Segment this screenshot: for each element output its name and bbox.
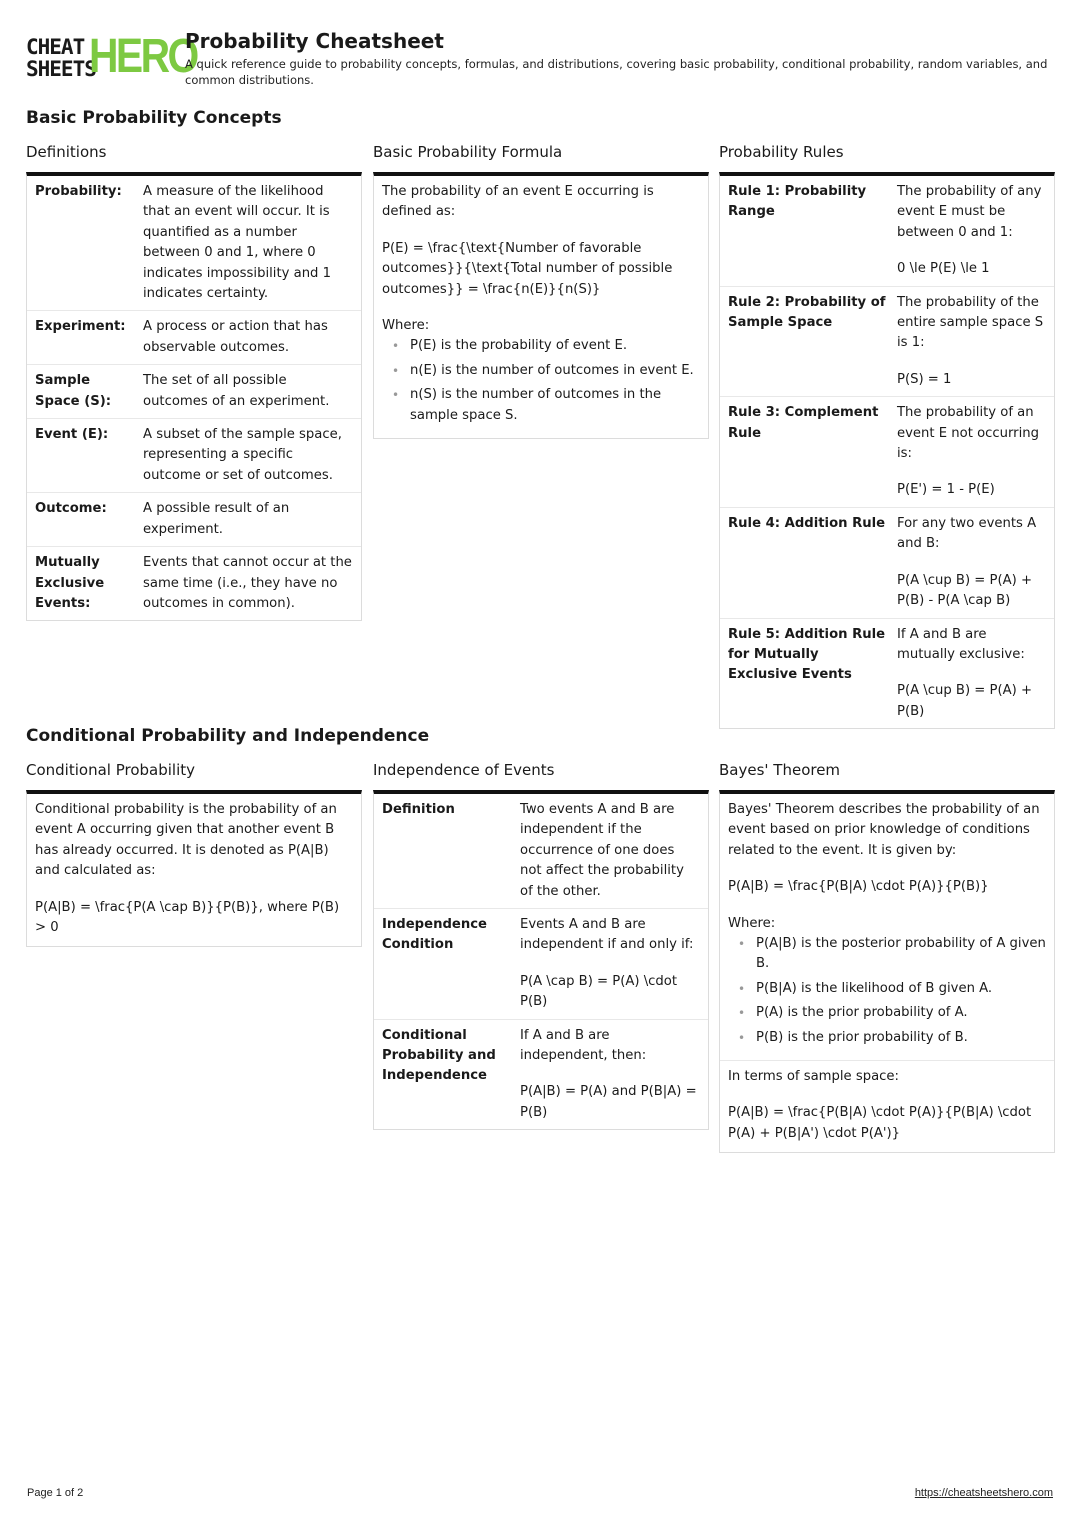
independence-formula: P(A|B) = P(A) and P(B|A) = P(B): [520, 1084, 697, 1120]
column-title-independence: Independence of Events: [373, 761, 555, 779]
independence-text: Events A and B are independent if and only if:: [520, 917, 694, 953]
column-title-bayes: Bayes' Theorem: [719, 761, 841, 779]
independence-row: [374, 1020, 708, 1130]
rule-name: Rule 3: Complement Rule: [728, 405, 879, 441]
page-header: [26, 28, 1056, 90]
independence-row: [374, 909, 708, 1020]
bayes-where: Where:: [728, 915, 776, 931]
formula-where: Where:: [382, 318, 430, 334]
rule-text: For any two events A and B:: [897, 515, 1037, 552]
conditional-text: Conditional probability is the probability of an event A occurring given that another event B has already occurred. It is denoted as P(A|B) and calculated as:: [35, 802, 337, 879]
definition-text: A process or action that has observable outcomes.: [143, 319, 328, 355]
rule-formula: P(A \cup B) = P(A) + P(B): [897, 683, 1033, 719]
list-item: • P(E) is the probability of event E.: [382, 336, 700, 356]
site-link[interactable]: https://cheatsheetshero.com: [914, 1487, 1053, 1499]
definition-term: Sample Space (S):: [35, 373, 112, 409]
definition-row: [27, 547, 361, 620]
rule-row: [720, 619, 1054, 729]
column-title-conditional: Conditional Probability: [26, 761, 195, 779]
rule-text: The probability of any event E must be between 0 and 1:: [897, 184, 1042, 240]
rule-text: If A and B are mutually exclusive:: [897, 626, 1025, 662]
bayes-bullet-list: [728, 934, 1046, 1048]
rule-row: [720, 287, 1054, 398]
list-item: • P(B) is the prior probability of B.: [728, 1028, 1046, 1048]
definitions-card: [26, 172, 362, 621]
independence-card: [373, 790, 709, 1130]
independence-row: [374, 794, 708, 909]
definition-term: Experiment:: [35, 319, 126, 335]
conditional-card: [26, 790, 362, 947]
definition-row: [27, 419, 361, 493]
bayes-intro: Bayes' Theorem describes the probability of an event based on prior knowledge of conditions related to the event. It is given by:: [728, 802, 1040, 858]
rule-row: [720, 176, 1054, 287]
bayes-sample-expression: P(A|B) = \frac{P(B|A) \cdot P(A)}{P(B|A) \cdot P(A) + P(B|A') \cdot P(A')}: [728, 1105, 1032, 1141]
column-title-formula: Basic Probability Formula: [373, 143, 563, 161]
independence-formula: P(A \cap B) = P(A) \cdot P(B): [520, 973, 678, 1010]
rule-row: [720, 397, 1054, 508]
definition-term: Probability:: [35, 184, 122, 199]
rules-card: [719, 172, 1055, 729]
rule-text: The probability of the entire sample space S is 1:: [897, 294, 1044, 351]
page-number: Page 1 of 2: [27, 1487, 84, 1499]
rule-name: Rule 2: Probability of Sample Space: [728, 294, 886, 331]
bayes-expression: P(A|B) = \frac{P(B|A) \cdot P(A)}{P(B)}: [728, 879, 989, 895]
column-title-definitions: Definitions: [26, 143, 107, 161]
independence-term: Conditional Probability and Independence: [382, 1027, 496, 1084]
formula-bullet-list: [382, 336, 700, 426]
definition-text: The set of all possible outcomes of an experiment.: [143, 373, 330, 409]
definition-text: Events that cannot occur at the same time (i.e., they have no outcomes in common).: [143, 555, 352, 611]
rule-formula: 0 \le P(E) \le 1: [897, 261, 990, 277]
definition-row: [27, 493, 361, 547]
logo-word-sheets: SHEETS: [26, 57, 96, 81]
rule-formula: P(E') = 1 - P(E): [897, 482, 995, 498]
section-title-conditional: Conditional Probability and Independence: [26, 726, 430, 746]
cheatsheetshero-logo[interactable]: [26, 30, 197, 86]
list-item: • P(A) is the prior probability of A.: [728, 1003, 1046, 1023]
conditional-expression: P(A|B) = \frac{P(A \cap B)}{P(B)}, where P(B) > 0: [35, 899, 340, 936]
formula-card: [373, 172, 709, 439]
definition-term: Mutually Exclusive Events:: [35, 555, 105, 611]
list-item: • n(S) is the number of outcomes in the sample space S.: [382, 385, 700, 426]
definition-text: A subset of the sample space, representing a specific outcome or set of outcomes.: [143, 427, 342, 483]
bayes-sample-intro: In terms of sample space:: [728, 1069, 899, 1085]
list-item: • n(E) is the number of outcomes in event E.: [382, 361, 700, 381]
definition-term: Outcome:: [35, 501, 107, 517]
logo-word-hero: HERO: [89, 30, 197, 83]
definition-text: A possible result of an experiment.: [143, 501, 290, 537]
independence-term: Independence Condition: [382, 917, 487, 953]
independence-text: Two events A and B are independent if the occurrence of one does not affect the probability of the other.: [520, 802, 684, 899]
formula-intro: The probability of an event E occurring is defined as:: [382, 184, 654, 220]
formula-expression: P(E) = \frac{\text{Number of favorable outcomes}}{\text{Total number of possible outcomes}} = \frac{n(E)}{n(S)}: [382, 240, 673, 297]
definition-row: [27, 311, 361, 365]
definition-row: [27, 176, 361, 311]
rule-name: Rule 4: Addition Rule: [728, 515, 886, 531]
section-title-basic: Basic Probability Concepts: [26, 108, 282, 128]
page-subtitle: A quick reference guide to probability concepts, formulas, and distributions, covering basic probability, conditional probability, random variables, and common distributions.: [185, 57, 1048, 87]
list-item: • P(A|B) is the posterior probability of A given B.: [728, 934, 1046, 975]
logo-word-cheat: CHEAT: [26, 35, 85, 59]
rule-formula: P(A \cup B) = P(A) + P(B) - P(A \cap B): [897, 572, 1033, 609]
definition-text: A measure of the likelihood that an event will occur. It is quantified as a number between 0 and 1, where 0 indicates impossibility and 1 indicates certainty.: [143, 184, 332, 302]
definition-row: [27, 365, 361, 419]
page-title: Probability Cheatsheet: [185, 29, 444, 53]
rule-row: [720, 508, 1054, 619]
rule-text: The probability of an event E not occurring is:: [897, 405, 1039, 462]
list-item: • P(B|A) is the likelihood of B given A.: [728, 979, 1046, 999]
bayes-card: [719, 790, 1055, 1153]
independence-text: If A and B are independent, then:: [520, 1027, 647, 1064]
definition-term: Event (E):: [35, 427, 109, 443]
rule-name: Rule 1: Probability Range: [728, 184, 867, 220]
rule-name: Rule 5: Addition Rule for Mutually Exclusive Events: [728, 626, 886, 683]
independence-term: Definition: [382, 802, 455, 817]
column-title-rules: Probability Rules: [719, 143, 844, 161]
rule-formula: P(S) = 1: [897, 371, 952, 387]
